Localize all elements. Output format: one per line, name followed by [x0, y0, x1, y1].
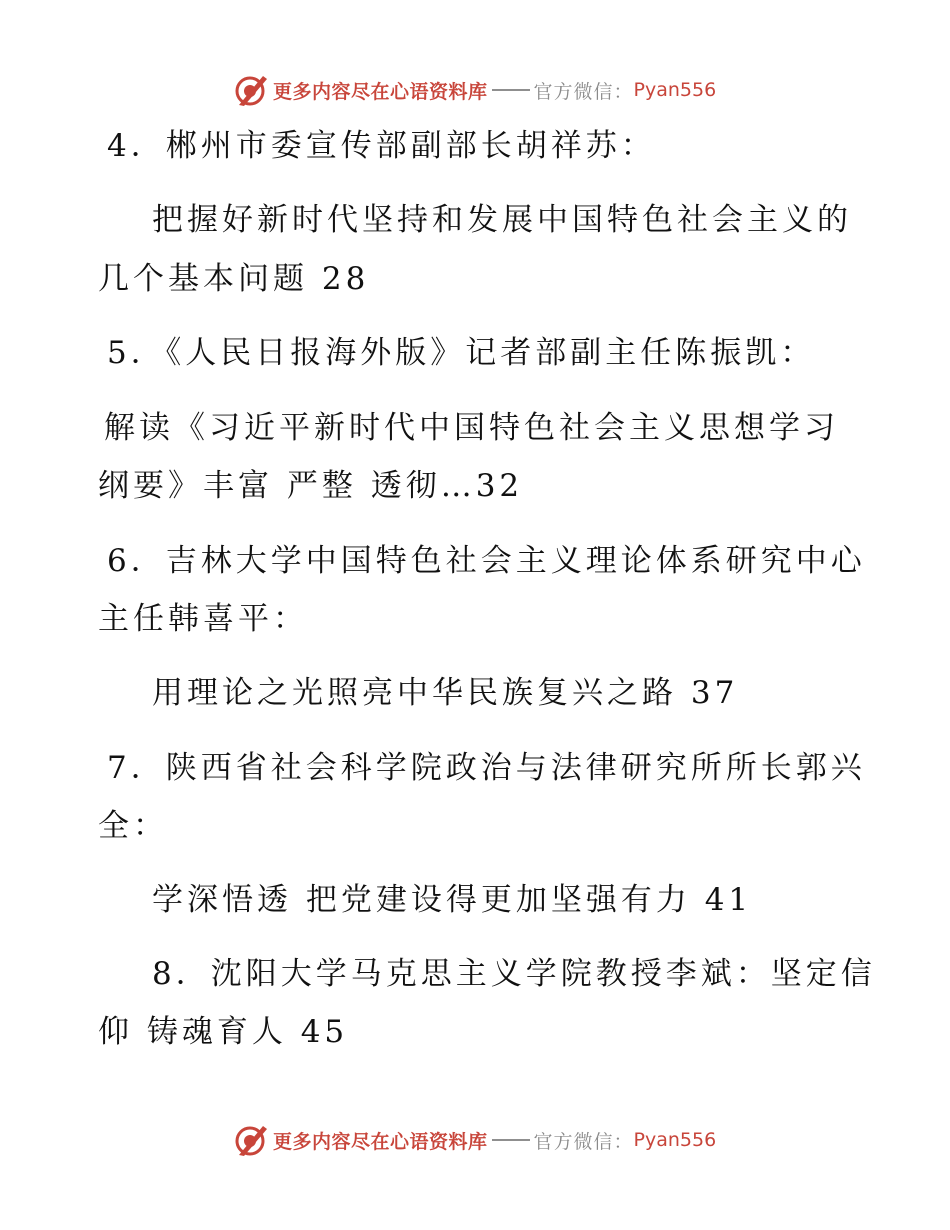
toc-item-5-title-line1: 解读《习近平新时代中国特色社会主义思想学习 [104, 410, 839, 446]
toc-item-4-title-line1: 把握好新时代坚持和发展中国特色社会主义的 [152, 202, 852, 238]
banner-wechat-id: Pyan556 [633, 1129, 717, 1151]
toc-item-6-heading-line2: 主任韩喜平： [98, 601, 308, 637]
banner-divider [492, 1139, 530, 1141]
toc-item-7-heading-line2: 全： [98, 808, 168, 844]
banner-wechat-label: 官方微信： [533, 1130, 634, 1153]
toc-item-8-line1: 8．沈阳大学马克思主义学院教授李斌：坚定信 [152, 956, 876, 992]
toc-item-7-title: 学深悟透 把党建设得更加坚强有力 41 [152, 882, 753, 918]
toc-item-5-heading: 5．《人民日报海外版》记者部副主任陈振凯： [107, 335, 816, 371]
header-banner [233, 72, 716, 108]
toc-item-5-title-line2: 纲要》丰富 严整 透彻…32 [98, 468, 524, 504]
pen-logo-icon [233, 1122, 269, 1158]
footer-banner [233, 1122, 716, 1158]
banner-slogan: 更多内容尽在心语资料库 [273, 80, 488, 103]
banner-slogan: 更多内容尽在心语资料库 [273, 1130, 488, 1153]
toc-item-6-heading-line1: 6．吉林大学中国特色社会主义理论体系研究中心 [107, 543, 866, 579]
banner-divider [492, 89, 530, 91]
toc-item-6-title: 用理论之光照亮中华民族复兴之路 37 [152, 675, 739, 711]
toc-item-4-title-line2: 几个基本问题 28 [98, 261, 370, 297]
banner-wechat-id: Pyan556 [633, 79, 717, 101]
toc-item-8-line2: 仰 铸魂育人 45 [98, 1014, 349, 1050]
pen-logo-icon [233, 72, 269, 108]
toc-item-7-heading-line1: 7．陕西省社会科学院政治与法律研究所所长郭兴 [107, 750, 866, 786]
banner-wechat-label: 官方微信： [533, 80, 634, 103]
toc-item-4-heading: 4．郴州市委宣传部副部长胡祥苏： [107, 128, 656, 164]
